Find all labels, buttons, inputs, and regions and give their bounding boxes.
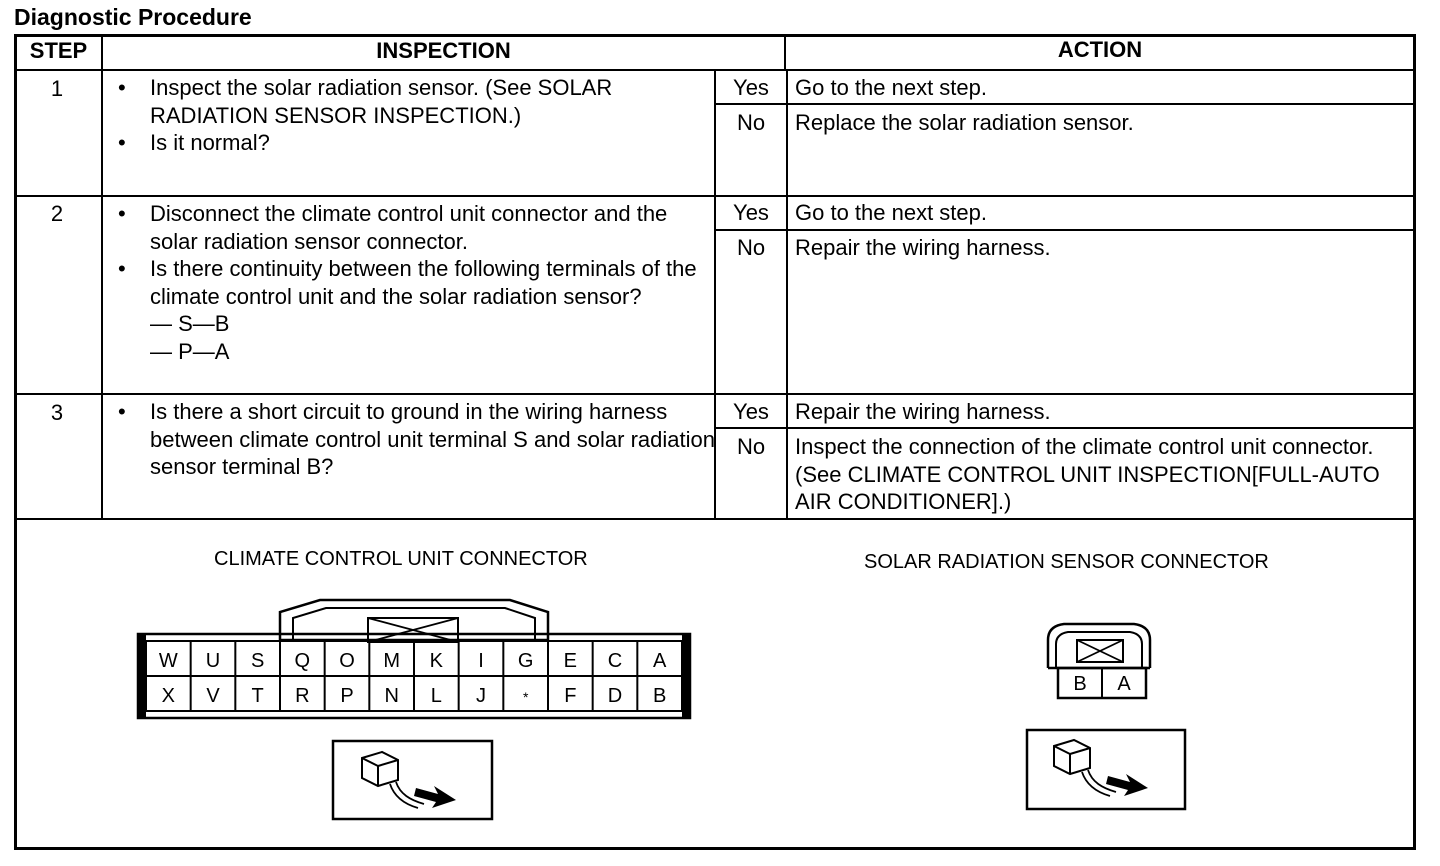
no-label: No: [736, 235, 766, 260]
connector-view-icon: [333, 741, 492, 819]
climate-pin-g: G: [517, 650, 534, 672]
page-title: Diagnostic Procedure: [14, 4, 252, 30]
climate-pin-r: R: [295, 685, 310, 707]
connector-view-icon: [1027, 730, 1185, 809]
climate-pin-l: L: [430, 685, 442, 707]
solar-pin-a: A: [1117, 673, 1131, 695]
no-label: No: [736, 434, 766, 459]
header-step: STEP: [29, 38, 88, 63]
climate-pin-t: T: [251, 685, 264, 707]
solar-connector-label: SOLAR RADIATION SENSOR CONNECTOR: [864, 551, 1269, 573]
climate-pin-c: C: [607, 650, 623, 672]
no-action: Replace the solar radiation sensor.: [795, 110, 1134, 135]
inspection-item: • Inspect the solar radiation sensor. (See SOLAR RADIATION SENSOR INSPECTION.): [116, 74, 716, 129]
inspection-item: • Is there a short circuit to ground in the wiring harness between climate control unit terminal S and solar radiation sensor terminal B?: [116, 398, 716, 481]
climate-pin-d: D: [607, 685, 623, 707]
climate-pin-k: K: [429, 650, 444, 672]
terminal-pair: — S—B: [150, 311, 230, 336]
climate-pin-m: M: [383, 650, 401, 672]
yes-label: Yes: [733, 200, 769, 225]
step-number: 1: [50, 76, 64, 101]
no-action: Inspect the connection of the climate control unit connector. (See CLIMATE CONTROL UNIT INSPECTION[FULL-AUTO AIR CONDITIONER].): [795, 434, 1380, 514]
yes-action: Go to the next step.: [795, 200, 988, 225]
header-action: ACTION: [1057, 37, 1143, 62]
inspection-item: • Is it normal?: [116, 129, 716, 157]
solar-connector-diagram: [1048, 624, 1150, 698]
climate-pin-x: X: [161, 685, 176, 707]
climate-pin-f: F: [564, 685, 577, 707]
step-number: 2: [50, 201, 64, 226]
climate-pin-o: O: [339, 650, 355, 672]
climate-pin-b: B: [652, 685, 667, 707]
inspection-item: • Disconnect the climate control unit connector and the solar radiation sensor connector.: [116, 200, 716, 255]
climate-pin-s: S: [250, 650, 265, 672]
yes-action: Go to the next step.: [795, 75, 988, 100]
step-number: 3: [50, 400, 64, 425]
terminal-pair: — P—A: [150, 338, 230, 364]
climate-pin-j: J: [476, 685, 486, 707]
no-action: Repair the wiring harness.: [795, 235, 1051, 260]
yes-label: Yes: [733, 399, 769, 424]
climate-pin-e: E: [563, 650, 578, 672]
no-label: No: [736, 110, 766, 135]
climate-pin-u: U: [205, 650, 221, 672]
climate-connector-label: CLIMATE CONTROL UNIT CONNECTOR: [214, 548, 588, 570]
inspection-item-text: Is there continuity between the following terminals of the climate control unit and the solar radiation sensor?: [150, 256, 697, 309]
climate-pin-i: I: [478, 650, 484, 672]
yes-action: Repair the wiring harness.: [795, 399, 1051, 424]
climate-pin-q: Q: [294, 650, 311, 672]
climate-pin-blank: *: [522, 689, 529, 705]
climate-pin-a: A: [652, 650, 667, 672]
climate-pin-w: W: [158, 650, 178, 672]
yes-label: Yes: [733, 75, 769, 100]
header-inspection: INSPECTION: [376, 38, 511, 63]
climate-pin-v: V: [206, 685, 220, 707]
climate-pin-n: N: [384, 685, 399, 707]
solar-pin-b: B: [1073, 673, 1087, 695]
climate-pin-p: P: [340, 685, 354, 707]
